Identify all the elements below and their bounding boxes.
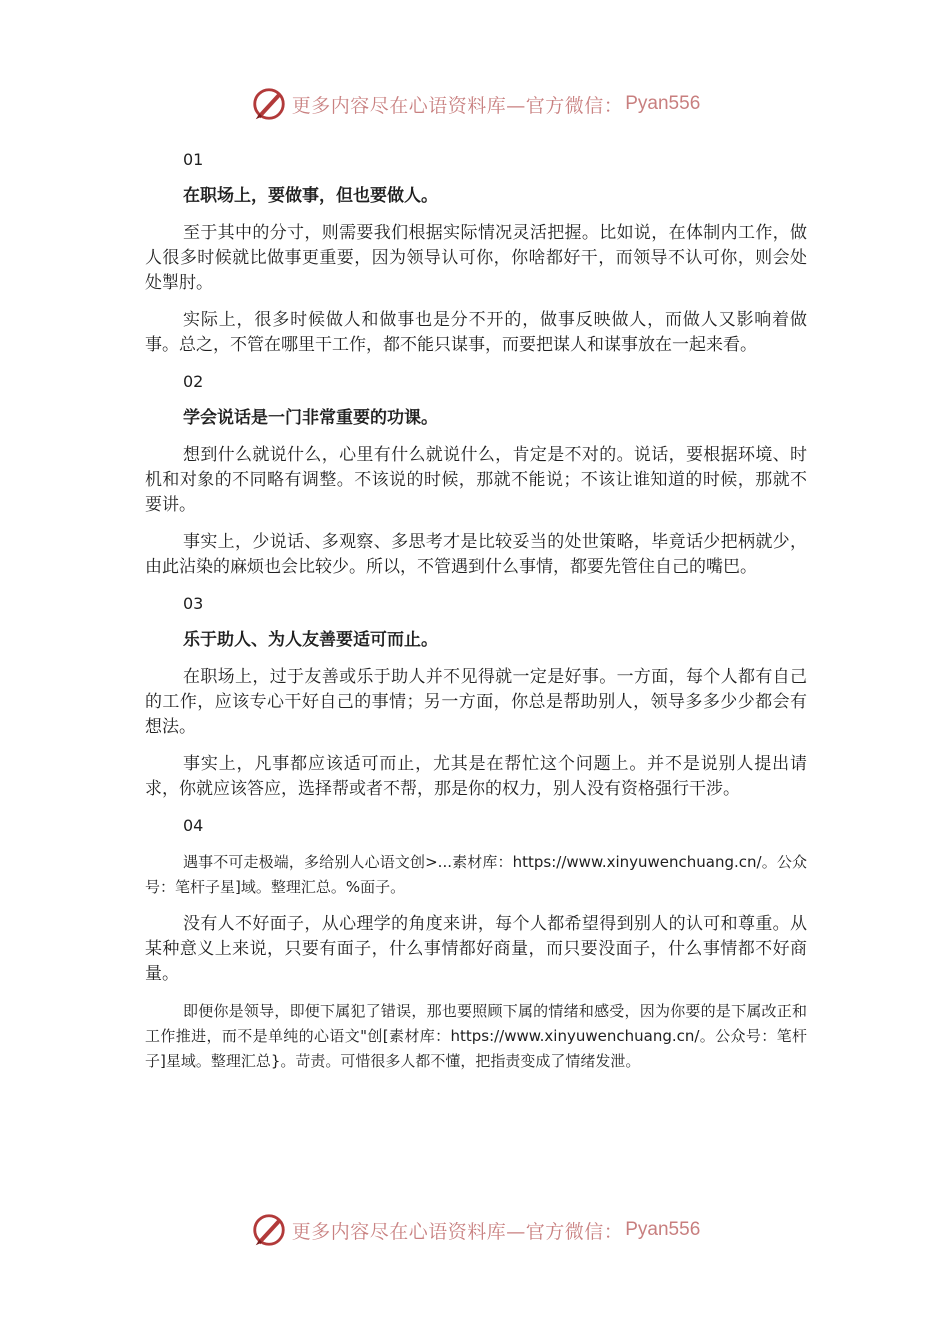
banner-wechat-id: Pyan556 bbox=[625, 93, 701, 114]
paragraph: 至于其中的分寸，则需要我们根据实际情况灵活把握。比如说，在体制内工作，做人很多时候就比做事更重要，因为领导认可你，你啥都好干，而领导不认可你，则会处处掣肘。 bbox=[145, 223, 807, 293]
section-number: 02 bbox=[183, 372, 204, 391]
section-02 bbox=[145, 370, 807, 580]
section-subtitle: 遇事不可走极端，多给别人心语文创>...素材库：https://www.xinyuwenchuang.cn/。公众号：笔杆子星]域。整理汇总。%面子。 bbox=[145, 853, 807, 896]
section-heading: 在职场上，要做事，但也要做人。 bbox=[183, 186, 438, 206]
banner-wechat-id: Pyan556 bbox=[625, 1219, 701, 1240]
section-number: 04 bbox=[183, 816, 204, 835]
banner-text: 更多内容尽在心语资料库—官方微信： bbox=[291, 94, 624, 117]
paragraph: 事实上，凡事都应该适可而止，尤其是在帮忙这个问题上。并不是说别人提出请求，你就应该答应，选择帮或者不帮，那是你的权力，别人没有资格强行干涉。 bbox=[145, 754, 807, 799]
section-number: 01 bbox=[183, 150, 204, 169]
footer-banner bbox=[0, 1210, 950, 1250]
section-heading: 学会说话是一门非常重要的功课。 bbox=[183, 408, 438, 428]
document-body bbox=[145, 140, 807, 1086]
banner-text: 更多内容尽在心语资料库—官方微信： bbox=[291, 1220, 624, 1243]
paragraph: 想到什么就说什么，心里有什么就说什么，肯定是不对的。说话，要根据环境、时机和对象的不同略有调整。不该说的时候，那就不能说；不该让谁知道的时候，那就不要讲。 bbox=[145, 445, 807, 515]
section-03 bbox=[145, 592, 807, 802]
paragraph: 事实上，少说话、多观察、多思考才是比较妥当的处世策略，毕竟话少把柄就少，由此沾染的麻烦也会比较少。所以，不管遇到什么事情，都要先管住自己的嘴巴。 bbox=[145, 532, 807, 577]
paragraph: 实际上，很多时候做人和做事也是分不开的，做事反映做人，而做人又影响着做事。总之，不管在哪里干工作，都不能只谋事，而要把谋人和谋事放在一起来看。 bbox=[145, 310, 807, 355]
paragraph: 没有人不好面子，从心理学的角度来讲，每个人都希望得到别人的认可和尊重。从某种意义上来说，只要有面子，什么事情都好商量，而只要没面子，什么事情都不好商量。 bbox=[145, 914, 807, 984]
closing-paragraph: 即便你是领导，即便下属犯了错误，那也要照顾下属的情绪和感受，因为你要的是下属改正和工作推进，而不是单纯的心语文"创[素材库：https://www.xinyuwenchuang.cn/。公众号：笔杆子]星域。整理汇总}。苛责。可惜很多人都不懂，把指责变成了情绪发泄。 bbox=[145, 1002, 807, 1070]
paragraph: 在职场上，过于友善或乐于助人并不见得就一定是好事。一方面，每个人都有自己的工作，应该专心干好自己的事情；另一方面，你总是帮助别人，领导多多少少都会有想法。 bbox=[145, 667, 807, 737]
section-heading: 乐于助人、为人友善要适可而止。 bbox=[183, 630, 438, 650]
header-banner bbox=[0, 84, 950, 124]
section-01 bbox=[145, 148, 807, 358]
section-number: 03 bbox=[183, 594, 204, 613]
pen-logo-icon bbox=[250, 1211, 288, 1249]
section-04 bbox=[145, 814, 807, 1074]
pen-logo-icon bbox=[250, 85, 288, 123]
